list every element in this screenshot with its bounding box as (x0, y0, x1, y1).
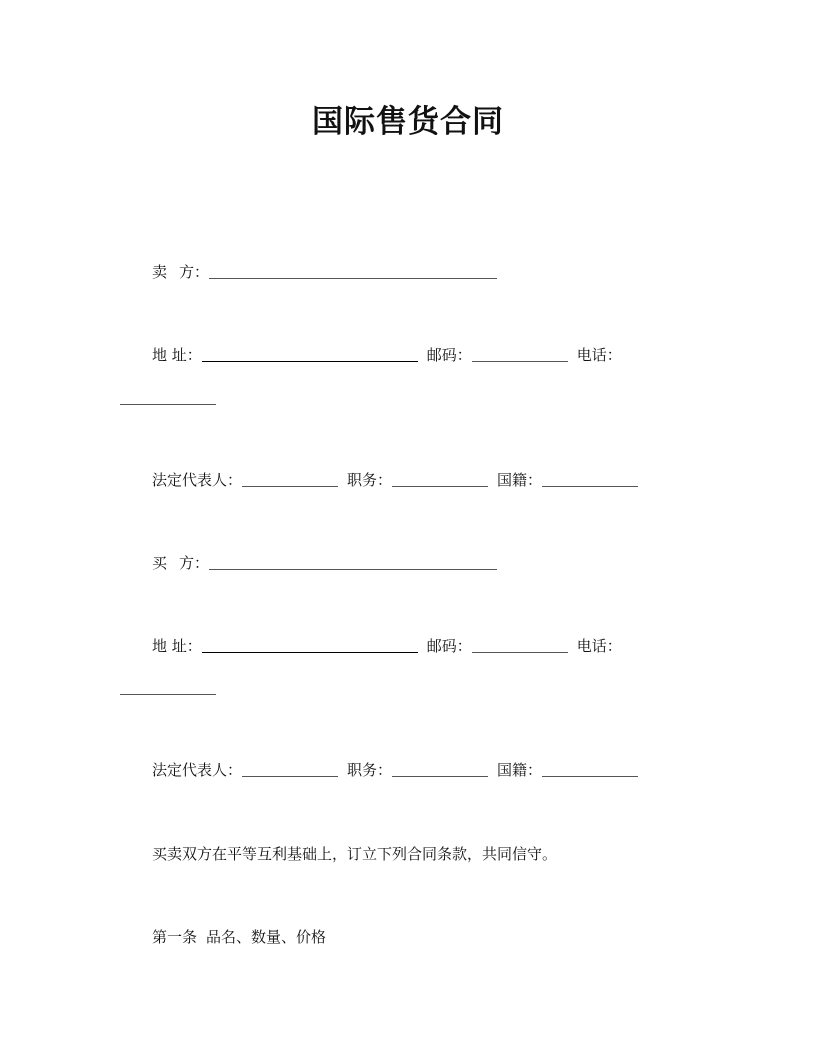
buyer-row (152, 553, 497, 573)
seller-address-row (152, 345, 622, 365)
article-1-number: 第一条 (152, 928, 198, 946)
buyer-rep-label: 法定代表人： (152, 761, 243, 779)
seller-rep-field[interactable] (242, 472, 338, 487)
buyer-representative-row (152, 760, 638, 780)
seller-rep-label: 法定代表人： (152, 471, 243, 489)
article-1-title: 品名、数量、价格 (206, 928, 327, 946)
buyer-nationality-label: 国籍： (497, 761, 543, 779)
buyer-rep-field[interactable] (242, 762, 338, 777)
buyer-label-char: 买 (152, 554, 168, 572)
seller-nationality-field[interactable] (542, 472, 638, 487)
seller-nationality-label: 国籍： (497, 471, 543, 489)
seller-phone-field[interactable] (120, 404, 216, 405)
buyer-postcode-label: 邮码： (426, 637, 472, 655)
seller-phone-label: 电话： (576, 346, 622, 364)
preamble-paragraph: 买卖双方在平等互利基础上，订立下列合同条款，共同信守。 (152, 845, 558, 863)
article-1-heading (152, 927, 326, 947)
buyer-address-label: 地 址： (152, 637, 202, 655)
seller-representative-row (152, 470, 638, 490)
buyer-phone-field[interactable] (120, 694, 216, 695)
seller-postcode-label: 邮码： (426, 346, 472, 364)
buyer-phone-label: 电话： (576, 637, 622, 655)
seller-postcode-field[interactable] (472, 347, 568, 362)
seller-position-label: 职务： (347, 471, 393, 489)
seller-address-label: 地 址： (152, 346, 202, 364)
buyer-label: 方： (179, 554, 210, 572)
seller-label-char: 卖 (152, 263, 168, 281)
seller-label: 方： (179, 263, 210, 281)
seller-address-field[interactable] (202, 347, 418, 362)
buyer-nationality-field[interactable] (542, 762, 638, 777)
seller-name-field[interactable] (209, 264, 497, 279)
page-title: 国际售货合同 (312, 104, 504, 140)
buyer-position-label: 职务： (347, 761, 393, 779)
seller-row (152, 262, 497, 282)
buyer-address-field[interactable] (202, 638, 418, 653)
buyer-postcode-field[interactable] (472, 638, 568, 653)
buyer-name-field[interactable] (209, 555, 497, 570)
seller-position-field[interactable] (392, 472, 488, 487)
buyer-position-field[interactable] (392, 762, 488, 777)
buyer-address-row (152, 636, 622, 656)
